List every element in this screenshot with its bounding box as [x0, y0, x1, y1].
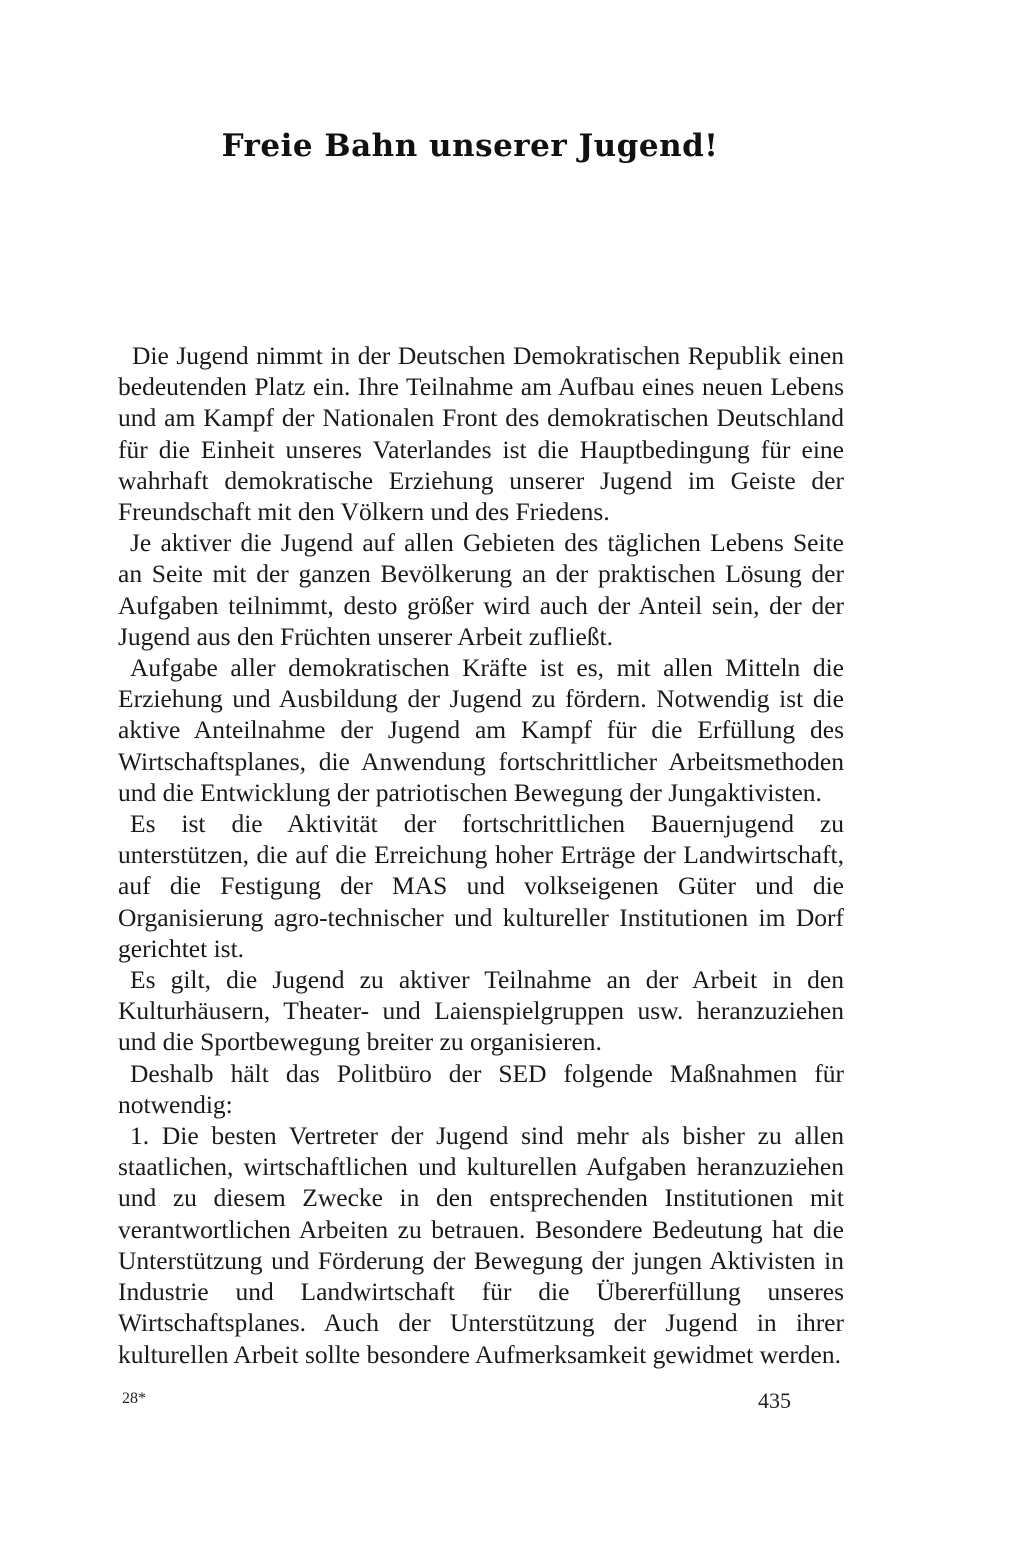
body-text — [118, 340, 844, 1370]
paragraph-5: Es gilt, die Jugend zu aktiver Teilnahme an der Arbeit in den Kulturhäusern, Theater- und Laienspielgruppen usw. heranzuziehen und die Sportbewegung breiter zu organisieren. — [118, 965, 844, 1057]
signature-mark: 28* — [122, 1390, 146, 1407]
paragraph-6: Deshalb hält das Politbüro der SED folgende Maßnahmen für notwendig: — [118, 1058, 844, 1119]
paragraph-3: Aufgabe aller demokratischen Kräfte ist es, mit allen Mitteln die Erziehung und Ausbildung der Jugend zu fördern. Notwendig ist die aktive Anteilnahme der Jugend am Kampf für die Erfüllung des Wirtschaftsplanes, die Anwendung fortschrittlicher Arbeitsmethoden und die Entwicklung der patriotischen Bewegung der Jungaktivisten. — [118, 653, 844, 807]
page-title: Freie Bahn unserer Jugend! — [221, 128, 719, 164]
paragraph-1: Die Jugend nimmt in der Deutschen Demokratischen Republik einen bedeutenden Platz ein. Ihre Teilnahme am Aufbau eines neuen Lebens und am Kampf der Nationalen Front des demokratischen Deutschland für die Einheit unseres Vaterlandes ist die Hauptbedingung für eine wahrhaft demokratische Erziehung unserer Jugend im Geiste der Freundschaft mit den Völkern und des Friedens. — [118, 341, 844, 527]
paragraph-2: Je aktiver die Jugend auf allen Gebieten des täglichen Lebens Seite an Seite mit der ganzen Bevölkerung an der praktischen Lösung der Aufgaben teilnimmt, desto größer wird auch der Anteil sein, der der Jugend aus den Früchten unserer Arbeit zufließt. — [118, 528, 844, 651]
page-number: 435 — [758, 1388, 791, 1413]
paragraph-7: 1. Die besten Vertreter der Jugend sind mehr als bisher zu allen staatlichen, wirtschaftlichen und kulturellen Aufgaben heranzuziehen und zu diesem Zwecke in den entsprechenden Institutionen mit verantwortlichen Arbeiten zu betrauen. Besondere Bedeutung hat die Unterstützung und Förderung der Bewegung der jungen Aktivisten in Industrie und Landwirtschaft für die Übererfüllung unseres Wirtschaftsplanes. Auch der Unterstützung der Jugend in ihrer kulturellen Arbeit sollte besondere Aufmerksamkeit gewidmet werden. — [118, 1121, 844, 1369]
paragraph-4: Es ist die Aktivität der fortschrittlichen Bauernjugend zu unterstützen, die auf die Erreichung hoher Erträge der Landwirtschaft, auf die Festigung der MAS und volkseigenen Güter und die Organisierung agro-technischer und kultureller Institutionen im Dorf gerichtet ist. — [118, 809, 844, 963]
